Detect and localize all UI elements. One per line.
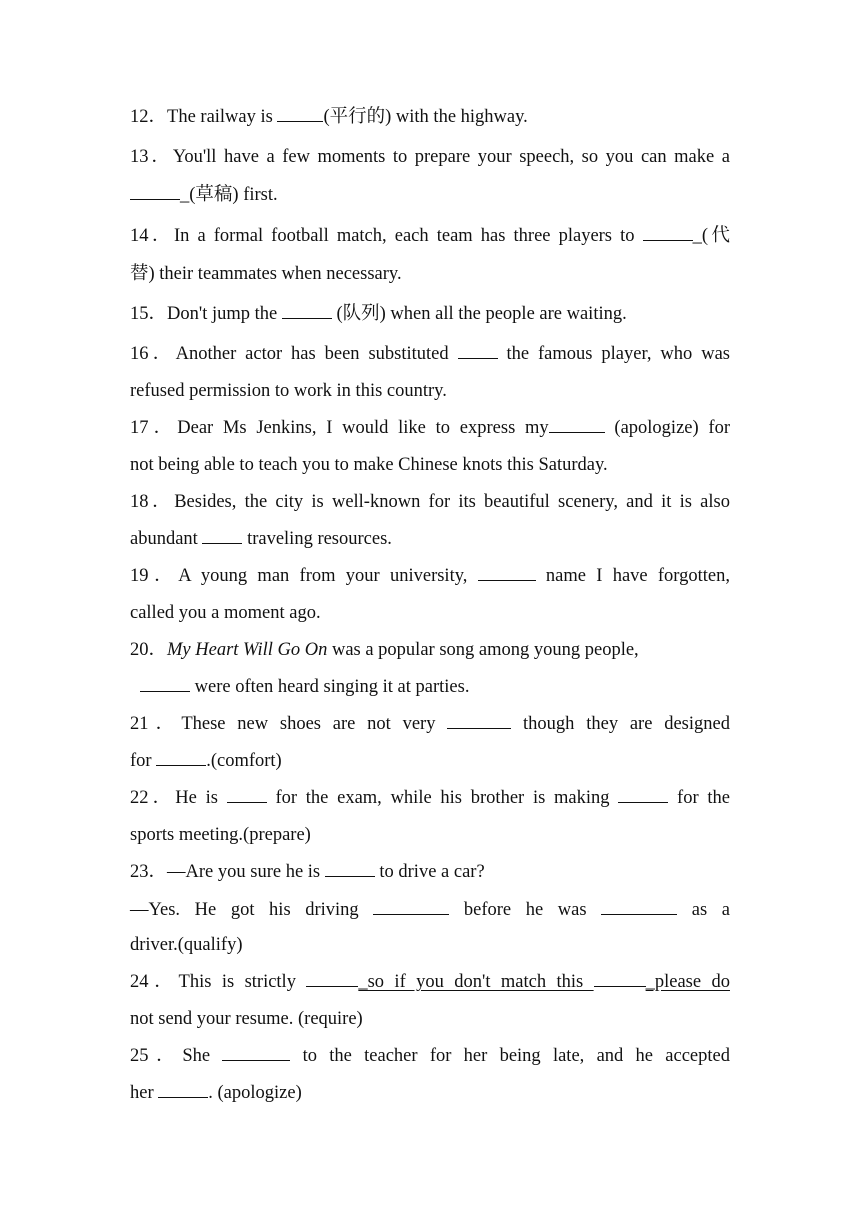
question-number: 16．: [130, 344, 176, 364]
question-number: 12．: [130, 107, 168, 127]
answer-blank[interactable]: [447, 709, 511, 729]
answer-blank[interactable]: [373, 895, 449, 915]
question-15: 15．Don't jump the (队列) when all the people are waiting.: [130, 296, 730, 334]
question-13: 13．You'll have a few moments to prepare your speech, so you can make a: [130, 147, 730, 167]
answer-blank[interactable]: [594, 967, 646, 987]
question-21: 21．These new shoes are not very though they are designed: [130, 706, 730, 744]
question-22: 22．He is for the exam, while his brother is making for the: [130, 780, 730, 818]
answer-blank[interactable]: [158, 1078, 208, 1098]
question-12: 12．The railway is (平行的) with the highway.: [130, 99, 730, 137]
question-17: 17．Dear Ms Jenkins, I would like to express my (apologize) for: [130, 410, 730, 448]
answer-blank[interactable]: [306, 967, 358, 987]
question-19: 19．A young man from your university, name I have forgotten,: [130, 558, 730, 596]
answer-blank[interactable]: [325, 857, 375, 877]
question-17-line-2: not being able to teach you to make Chinese knots this Saturday.: [130, 455, 608, 475]
question-18-line-2: abundant traveling resources.: [130, 521, 730, 559]
answer-blank[interactable]: [222, 1041, 290, 1061]
answer-blank[interactable]: [156, 746, 206, 766]
question-number: 23．: [130, 862, 168, 882]
question-16: 16．Another actor has been substituted the famous player, who was: [130, 336, 730, 374]
question-23-line-3: driver.(qualify): [130, 935, 243, 955]
question-22-line-2: sports meeting.(prepare): [130, 825, 311, 845]
question-number: 20．: [130, 640, 168, 660]
question-number: 15．: [130, 304, 168, 324]
question-number: 18．: [130, 492, 175, 512]
question-24-line-2: not send your resume. (require): [130, 1009, 363, 1029]
answer-blank[interactable]: [130, 180, 180, 200]
answer-blank[interactable]: [478, 561, 536, 581]
question-number: 25．: [130, 1046, 183, 1066]
question-14: 14．In a formal football match, each team has three players to _(代: [130, 218, 730, 256]
question-21-line-2: for .(comfort): [130, 743, 730, 781]
answer-blank[interactable]: [643, 221, 693, 241]
question-20-line-2: were often heard singing it at parties.: [130, 669, 730, 707]
question-13-line-2: _(草稿) first.: [130, 177, 730, 215]
answer-blank[interactable]: [202, 524, 242, 544]
question-number: 24．: [130, 972, 179, 992]
question-18: 18．Besides, the city is well-known for its beautiful scenery, and it is also: [130, 492, 730, 512]
question-23-line-2: —Yes. He got his driving before he was as a: [130, 892, 730, 930]
answer-blank[interactable]: [282, 299, 332, 319]
question-number: 19．: [130, 566, 179, 586]
answer-blank[interactable]: [227, 783, 267, 803]
question-25-line-2: her . (apologize): [130, 1075, 730, 1113]
question-20: 20．My Heart Will Go On was a popular song among young people,: [130, 640, 639, 660]
question-23: 23．—Are you sure he is to drive a car?: [130, 854, 730, 892]
question-24: 24．This is strictly _so if you don't match this _please do: [130, 964, 730, 1002]
question-number: 13．: [130, 147, 173, 167]
question-16-line-2: refused permission to work in this country.: [130, 381, 447, 401]
question-19-line-2: called you a moment ago.: [130, 603, 321, 623]
question-number: 21．: [130, 714, 182, 734]
question-14-line-2: 替) their teammates when necessary.: [130, 264, 402, 284]
question-number: 14．: [130, 226, 174, 246]
answer-blank[interactable]: [618, 783, 668, 803]
song-title: My Heart Will Go On: [167, 640, 328, 660]
question-25: 25．She to the teacher for her being late, and he accepted: [130, 1038, 730, 1076]
question-number: 17．: [130, 418, 178, 438]
answer-blank[interactable]: [601, 895, 677, 915]
answer-blank[interactable]: [549, 413, 605, 433]
answer-blank[interactable]: [277, 102, 323, 122]
answer-blank[interactable]: [458, 339, 498, 359]
answer-blank[interactable]: [140, 672, 190, 692]
question-number: 22．: [130, 788, 176, 808]
